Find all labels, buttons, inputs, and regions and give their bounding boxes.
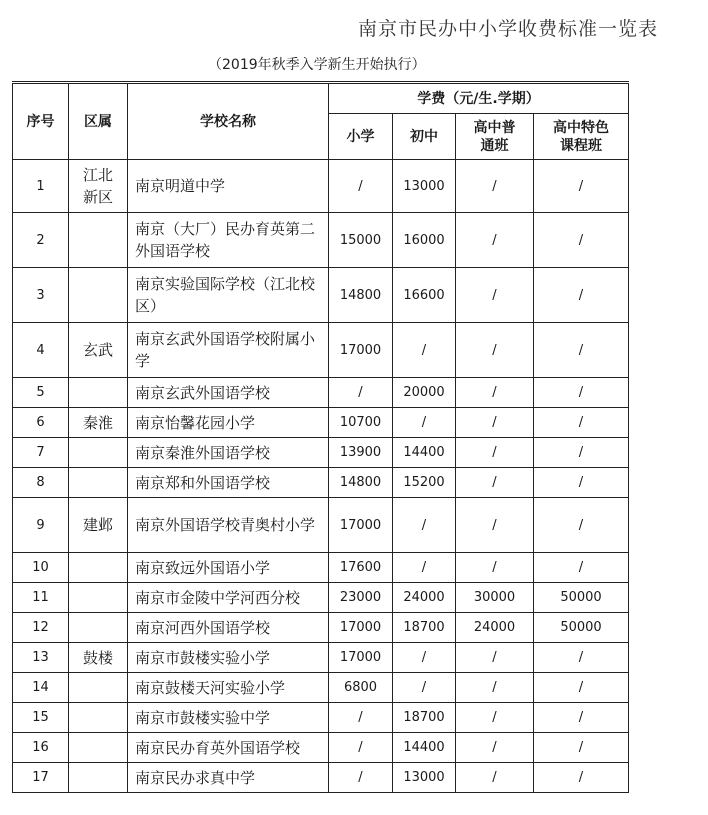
- cell-seq: 17: [13, 763, 69, 793]
- cell-school-name: 南京民办育英外国语学校: [128, 733, 329, 763]
- page-title: 南京市民办中小学收费标准一览表: [358, 18, 659, 40]
- header-high-regular: 高中普 通班: [456, 114, 534, 160]
- header-high-special: 高中特色 课程班: [534, 114, 629, 160]
- cell-high-regular-fee: /: [456, 378, 534, 408]
- cell-district: [69, 213, 128, 268]
- cell-seq: 1: [13, 160, 69, 213]
- cell-primary-fee: /: [329, 378, 393, 408]
- cell-junior-fee: /: [393, 553, 456, 583]
- cell-seq: 16: [13, 733, 69, 763]
- table-row: [13, 643, 629, 673]
- cell-district: [69, 673, 128, 703]
- table-row: [13, 408, 629, 438]
- cell-primary-fee: 13900: [329, 438, 393, 468]
- cell-district: [69, 763, 128, 793]
- table-header: [13, 83, 629, 160]
- cell-school-name: 南京玄武外国语学校: [128, 378, 329, 408]
- cell-high-regular-fee: /: [456, 468, 534, 498]
- table-row: [13, 763, 629, 793]
- table-row: [13, 613, 629, 643]
- table-row: [13, 703, 629, 733]
- cell-school-name: 南京怡馨花园小学: [128, 408, 329, 438]
- cell-high-special-fee: 50000: [534, 613, 629, 643]
- cell-primary-fee: 14800: [329, 468, 393, 498]
- cell-high-special-fee: /: [534, 673, 629, 703]
- cell-district: [69, 553, 128, 583]
- cell-school-name: 南京市鼓楼实验小学: [128, 643, 329, 673]
- cell-district: [69, 468, 128, 498]
- cell-school-name: 南京秦淮外国语学校: [128, 438, 329, 468]
- cell-high-regular-fee: /: [456, 673, 534, 703]
- cell-primary-fee: 23000: [329, 583, 393, 613]
- cell-school-name: 南京民办求真中学: [128, 763, 329, 793]
- cell-school-name: 南京郑和外国语学校: [128, 468, 329, 498]
- cell-high-regular-fee: /: [456, 408, 534, 438]
- table-row: [13, 323, 629, 378]
- cell-high-regular-fee: /: [456, 703, 534, 733]
- cell-school-name: 南京河西外国语学校: [128, 613, 329, 643]
- cell-school-name: 南京玄武外国语学校附属小学: [128, 323, 329, 378]
- cell-school-name: 南京明道中学: [128, 160, 329, 213]
- cell-high-regular-fee: /: [456, 438, 534, 468]
- cell-high-regular-fee: /: [456, 553, 534, 583]
- cell-district: [69, 583, 128, 613]
- fee-table: [12, 81, 629, 793]
- cell-primary-fee: 17600: [329, 553, 393, 583]
- cell-seq: 11: [13, 583, 69, 613]
- cell-district: 鼓楼: [69, 643, 128, 673]
- table-body: [13, 160, 629, 793]
- cell-high-regular-fee: /: [456, 323, 534, 378]
- cell-district: [69, 703, 128, 733]
- cell-school-name: 南京致远外国语小学: [128, 553, 329, 583]
- cell-high-special-fee: /: [534, 323, 629, 378]
- cell-high-special-fee: /: [534, 438, 629, 468]
- cell-seq: 10: [13, 553, 69, 583]
- cell-high-special-fee: 50000: [534, 583, 629, 613]
- table-row: [13, 733, 629, 763]
- table-row: [13, 553, 629, 583]
- cell-district: 秦淮: [69, 408, 128, 438]
- cell-high-special-fee: /: [534, 703, 629, 733]
- table-row: [13, 583, 629, 613]
- cell-school-name: 南京鼓楼天河实验小学: [128, 673, 329, 703]
- table-row: [13, 673, 629, 703]
- cell-junior-fee: /: [393, 323, 456, 378]
- cell-junior-fee: 14400: [393, 438, 456, 468]
- header-school: 学校名称: [128, 83, 329, 160]
- cell-primary-fee: 17000: [329, 498, 393, 553]
- cell-junior-fee: /: [393, 643, 456, 673]
- cell-junior-fee: /: [393, 408, 456, 438]
- cell-high-special-fee: /: [534, 160, 629, 213]
- table-row: [13, 213, 629, 268]
- header-seq: 序号: [13, 83, 69, 160]
- cell-seq: 13: [13, 643, 69, 673]
- header-primary: 小学: [329, 114, 393, 160]
- cell-high-regular-fee: /: [456, 160, 534, 213]
- header-junior: 初中: [393, 114, 456, 160]
- cell-seq: 9: [13, 498, 69, 553]
- page-subtitle: （2019年秋季入学新生开始执行）: [208, 57, 426, 73]
- cell-district: [69, 268, 128, 323]
- cell-district: 江北 新区: [69, 160, 128, 213]
- fee-table-container: [12, 81, 628, 793]
- cell-district: 玄武: [69, 323, 128, 378]
- cell-primary-fee: 17000: [329, 643, 393, 673]
- cell-primary-fee: 17000: [329, 613, 393, 643]
- cell-seq: 12: [13, 613, 69, 643]
- cell-high-special-fee: /: [534, 733, 629, 763]
- cell-district: [69, 438, 128, 468]
- cell-seq: 6: [13, 408, 69, 438]
- cell-high-regular-fee: /: [456, 268, 534, 323]
- cell-junior-fee: 16600: [393, 268, 456, 323]
- cell-junior-fee: 18700: [393, 613, 456, 643]
- cell-seq: 3: [13, 268, 69, 323]
- header-tuition: 学费（元/生.学期）: [329, 83, 629, 114]
- cell-primary-fee: /: [329, 703, 393, 733]
- cell-primary-fee: 10700: [329, 408, 393, 438]
- cell-district: [69, 378, 128, 408]
- cell-primary-fee: 17000: [329, 323, 393, 378]
- table-row: [13, 468, 629, 498]
- cell-junior-fee: 13000: [393, 160, 456, 213]
- cell-seq: 15: [13, 703, 69, 733]
- cell-seq: 5: [13, 378, 69, 408]
- cell-high-special-fee: /: [534, 763, 629, 793]
- cell-district: [69, 613, 128, 643]
- cell-seq: 8: [13, 468, 69, 498]
- cell-seq: 4: [13, 323, 69, 378]
- table-row: [13, 378, 629, 408]
- cell-school-name: 南京实验国际学校（江北校区）: [128, 268, 329, 323]
- cell-junior-fee: 24000: [393, 583, 456, 613]
- table-row: [13, 160, 629, 213]
- cell-high-special-fee: /: [534, 408, 629, 438]
- cell-high-regular-fee: 24000: [456, 613, 534, 643]
- header-district: 区属: [69, 83, 128, 160]
- cell-high-regular-fee: /: [456, 213, 534, 268]
- cell-high-regular-fee: /: [456, 733, 534, 763]
- cell-junior-fee: 16000: [393, 213, 456, 268]
- cell-junior-fee: 13000: [393, 763, 456, 793]
- cell-high-regular-fee: /: [456, 643, 534, 673]
- table-row: [13, 438, 629, 468]
- cell-primary-fee: /: [329, 160, 393, 213]
- cell-high-special-fee: /: [534, 213, 629, 268]
- table-row: [13, 268, 629, 323]
- cell-junior-fee: 14400: [393, 733, 456, 763]
- cell-school-name: 南京（大厂）民办育英第二外国语学校: [128, 213, 329, 268]
- cell-high-special-fee: /: [534, 268, 629, 323]
- cell-junior-fee: 18700: [393, 703, 456, 733]
- cell-primary-fee: 15000: [329, 213, 393, 268]
- cell-school-name: 南京外国语学校青奥村小学: [128, 498, 329, 553]
- cell-primary-fee: 6800: [329, 673, 393, 703]
- cell-high-special-fee: /: [534, 498, 629, 553]
- cell-junior-fee: 20000: [393, 378, 456, 408]
- cell-high-special-fee: /: [534, 378, 629, 408]
- cell-junior-fee: /: [393, 673, 456, 703]
- cell-high-regular-fee: /: [456, 763, 534, 793]
- table-row: [13, 498, 629, 553]
- cell-high-regular-fee: 30000: [456, 583, 534, 613]
- cell-school-name: 南京市金陵中学河西分校: [128, 583, 329, 613]
- cell-primary-fee: /: [329, 733, 393, 763]
- cell-junior-fee: 15200: [393, 468, 456, 498]
- cell-high-special-fee: /: [534, 468, 629, 498]
- cell-high-regular-fee: /: [456, 498, 534, 553]
- cell-seq: 2: [13, 213, 69, 268]
- cell-school-name: 南京市鼓楼实验中学: [128, 703, 329, 733]
- cell-primary-fee: 14800: [329, 268, 393, 323]
- cell-high-special-fee: /: [534, 643, 629, 673]
- cell-seq: 7: [13, 438, 69, 468]
- cell-seq: 14: [13, 673, 69, 703]
- cell-high-special-fee: /: [534, 553, 629, 583]
- cell-junior-fee: /: [393, 498, 456, 553]
- cell-district: [69, 733, 128, 763]
- cell-primary-fee: /: [329, 763, 393, 793]
- cell-district: 建邺: [69, 498, 128, 553]
